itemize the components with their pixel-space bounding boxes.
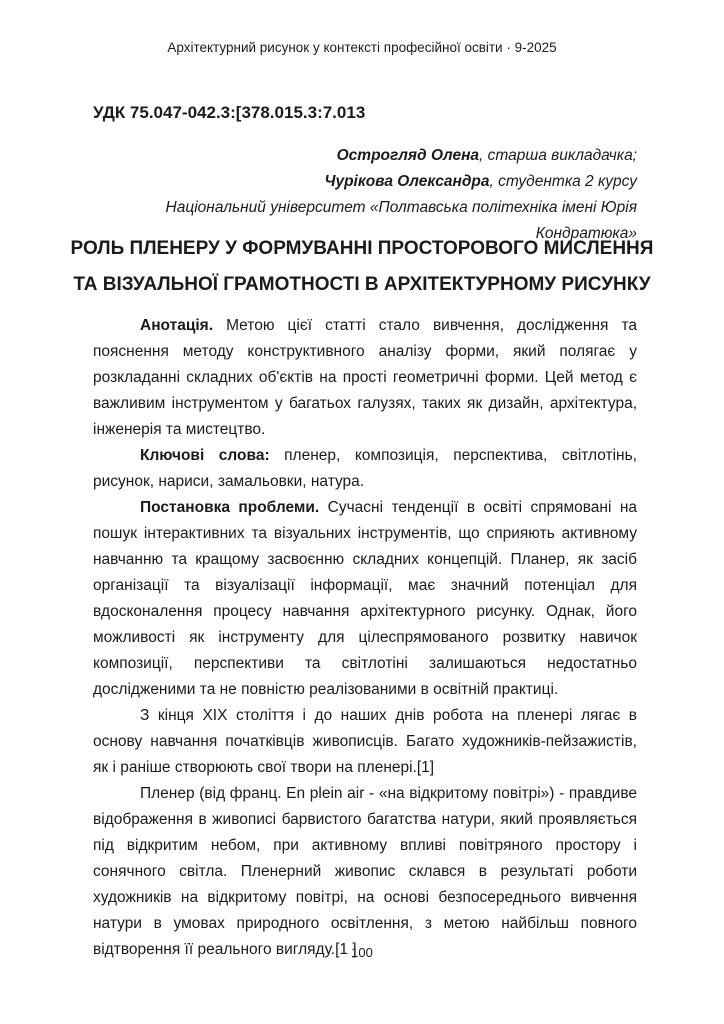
author-name: Острогляд Олена [336,147,480,164]
body-paragraph [93,703,637,781]
abstract-paragraph [93,313,637,443]
keywords-paragraph [93,443,637,495]
paragraph-text: Пленер (від франц. En plein air - «на відкритому повітрі») - правдиве відображення в живописі барвистого багатства натури, який проявляється під відкритим небом, при активному впливі повітряного простору і сонячного світла. Пленерний живопис склався в результаті роботи художників на відкритому повітрі, на основі безпосереднього вивчення натури в умовах природного освітлення, з метою найбільш повного відтворення її реального вигляду.[1 ] [93,785,637,958]
paragraph-text: Метою цієї статті стало вивчення, дослідження та пояснення методу конструктивного аналізу форми, який полягає у розкладанні складних об'єктів на прості геометричні форми. Цей метод є важливим інструментом у багатьох галузях, таких як дизайн, архітектура, інженерія та мистецтво. [93,317,637,438]
affiliation: Національний університет «Полтавська політехніка імені Юрія Кондратюка» [165,199,637,242]
paragraph-lead: Постановка проблеми. [140,499,320,516]
paragraph-lead: Анотація. [140,317,214,334]
author-role: , студентка 2 курсу [489,173,637,190]
udc-code: УДК 75.047-042.3:[378.015.3:7.013 [93,103,366,122]
author-line [87,143,637,169]
problem-statement-paragraph [93,495,637,703]
running-header: Архітектурний рисунок у контексті професійної освіти · 9-2025 [167,40,557,55]
paragraph-lead: Ключові слова: [140,447,270,464]
author-name: Чурікова Олександра [324,173,490,190]
article-title-line-1: РОЛЬ ПЛЕНЕРУ У ФОРМУВАННІ ПРОСТОРОВОГО МИСЛЕННЯ [70,238,654,259]
author-line [87,169,637,195]
article-body [93,313,637,963]
paragraph-text: Сучасні тенденції в освіті спрямовані на пошук інтерактивних та візуальних інструментів, що сприяють активному навчанню та кращому засвоєнню складних концепцій. Планер, як засіб організації та візуалізації інформації, має значний потенціал для вдосконалення процесу навчання архітектурного рисунку. Однак, його можливості як інструменту для цілеспрямованого розвитку навичок композиції, перспективи та світлотіні залишаються недостатньо дослідженими та не повністю реалізованими в освітній практиці. [93,499,638,698]
article-title [44,231,680,303]
article-title-line-2: ТА ВІЗУАЛЬНОЇ ГРАМОТНОСТІ В АРХІТЕКТУРНОМУ РИСУНКУ [73,274,651,295]
body-paragraph [93,781,637,963]
author-role: , старша викладачка; [479,147,637,164]
page-number: 100 [351,945,373,960]
paragraph-text: З кінця XIX століття і до наших днів робота на пленері лягає в основу навчання початківців живописців. Багато художників-пейзажистів, як і раніше створюють свої твори на пленері.[1] [93,707,637,776]
paragraph-text: пленер, композиція, перспектива, світлотінь, рисунок, нариси, замальовки, натура. [93,447,638,490]
